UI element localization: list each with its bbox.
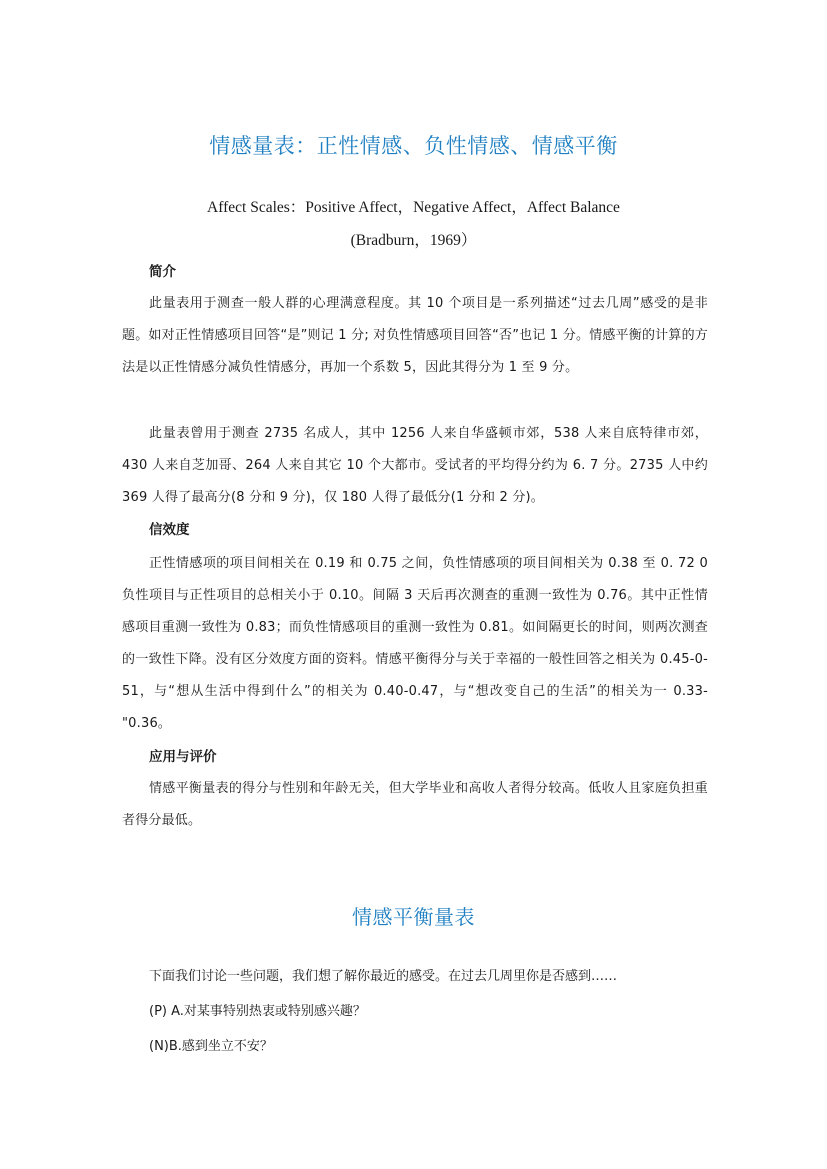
intro-paragraph-2: 此量表曾用于测查 2735 名成人，其中 1256 人来自华盛顿市郊，538 人来自底特律市郊，430 人来自芝加哥、264 人来自其它 10 个大都市。受试者的平均得分约为 6. 7 分。2735 人中约 369 人得了最高分(8 分和 9 分)，仅 180 人得了最低分(1 分和 2 分)。 — [122, 426, 708, 505]
intro-paragraph-1: 此量表用于测查一般人群的心理满意程度。其 10 个项目是一系列描述“过去几周”感受的是非题。如对正性情感项目回答“是”则记 1 分; 对负性情感项目回答“否”也记 1 分。情感平衡的计算的方法是以正性情感分减负性情感分，再加一个系数 5，因此其得分为 1 至 9 分。 — [122, 296, 708, 375]
citation: (Bradburn，1969） — [350, 232, 477, 249]
scale-item: (P) A.对某事特别热衷或特别感兴趣？ — [149, 1004, 366, 1019]
scale-instruction: 下面我们讨论一些问题，我们想了解你最近的感受。在过去几周里你是否感到…… — [149, 969, 618, 984]
section-heading-intro: 简介 — [149, 264, 176, 280]
page-title: 情感量表：正性情感、负性情感、情感平衡 — [209, 134, 618, 158]
scale-title: 情感平衡量表 — [352, 905, 475, 929]
english-subtitle: Affect Scales：Positive Affect，Negative Affect，Affect Balance — [207, 199, 620, 216]
scale-item: (N)B.感到坐立不安？ — [149, 1039, 273, 1054]
validity-paragraph: 正性情感项的项目间相关在 0.19 和 0.75 之间，负性情感项的项目间相关为 0.38 至 0. 72 0 负性项目与正性项目的总相关小于 0.10。间隔 3 天后再次测查的重测一致性为 0.76。其中正性情感项目重测一致性为 0.83；而负性情感项目的重测一致性为 0.81。如间隔更长的时间，则两次测查的一致性下降。没有区分效度方面的资料。情感平衡得分与关于幸福的一般性回答之相关为 0.45-0-51，与“想从生活中得到什么”的相关为 0.40-0.47，与“想改变自己的生活”的相关为一 0.33-"0.36。 — [122, 556, 708, 731]
section-heading-application: 应用与评价 — [149, 749, 217, 765]
application-paragraph: 情感平衡量表的得分与性别和年龄无关，但大学毕业和高收人者得分较高。低收人且家庭负担重者得分最低。 — [122, 781, 708, 828]
section-heading-validity: 信效度 — [149, 522, 190, 538]
